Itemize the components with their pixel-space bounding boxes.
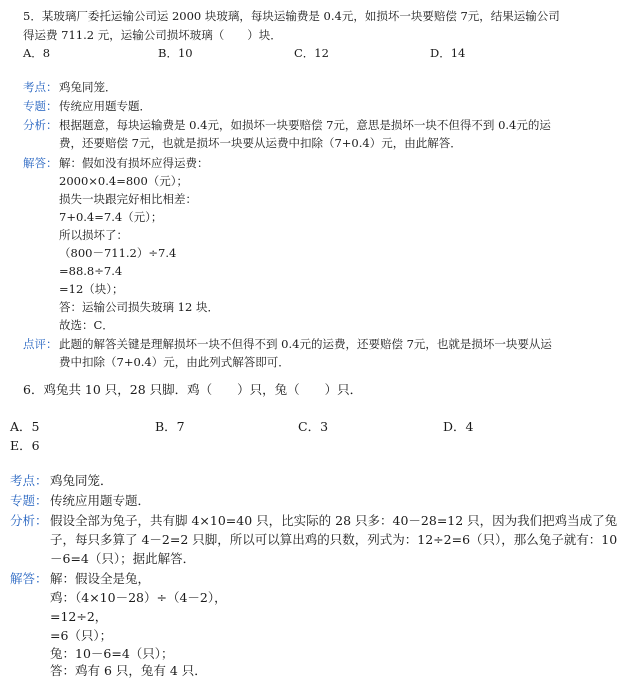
q6-fenxi-label: 分析： [10,513,48,528]
q5-dianping-line-2: 费中扣除（7+0.4）元，由此列式解答即可． [59,355,290,369]
q5-dianping-line-1: 此题的解答关键是理解损坏一块不但得不到 0.4元的运费，还要赔偿 7元，也就是损坏一块要从运 [59,337,552,351]
q5-jieda-line-5: 所以损坏了： [59,228,128,242]
q5-fenxi-line-2: 费，还要赔偿 7元，也就是损坏一块要从运费中扣除（7+0.4）元，由此解答． [59,136,462,150]
q6-fenxi-line-2: 子，每只多算了 4－2=2 只脚，所以可以算出鸡的只数，列式为：12÷2=6（只），那么兔子就有：10 [50,532,618,547]
q6-option-e: E．6 [10,438,40,453]
q6-jieda-line-3: =12÷2， [50,609,108,624]
q6-jieda-line-2: 鸡：（4×10－28）÷（4－2）， [50,590,227,605]
q6-fenxi-line-3: －6=4（只）；据此解答． [50,551,196,566]
q5-jieda-line-9: 答：运输公司损失玻璃 12 块． [59,300,219,314]
q5-stem-line-2: 得运费 711.2 元，运输公司损坏玻璃（ ）块． [23,28,282,42]
q6-jieda-line-5: 兔：10－6=4（只）； [50,646,174,661]
q5-jieda-line-7: =88.8÷7.4 [59,264,123,278]
q5-jieda-line-1: 解：假如没有损坏应得运费： [59,156,209,170]
q6-jieda-line-6: 答：鸡有 6 只，兔有 4 只． [50,663,207,678]
q5-jieda-line-3: 损失一块跟完好相比相差： [59,192,197,206]
q5-zhuanti-text: 传统应用题专题． [59,99,151,113]
q6-jieda-line-1: 解：假设全是兔， [50,571,151,586]
q5-fenxi-label: 分析： [23,118,58,132]
q5-option-b: B．10 [158,46,193,60]
q5-jieda-line-8: =12（块）； [59,282,124,296]
q5-dianping-label: 点评： [23,337,58,351]
q5-kaodian-label: 考点： [23,80,58,94]
q6-jieda-line-4: =6（只）； [50,628,113,643]
q5-jieda-line-2: 2000×0.4=800（元）； [59,174,189,188]
q5-kaodian-text: 鸡兔同笼． [59,80,117,94]
q6-option-d: D．4 [443,419,474,434]
q6-option-b: B．7 [155,419,185,434]
q6-option-c: C．3 [298,419,329,434]
q6-fenxi-line-1: 假设全部为兔子，共有脚 4×10=40 只，比实际的 28 只多：40－28=12 只，因为我们把鸡当成了兔 [50,513,618,528]
q5-jieda-line-6: （800－711.2）÷7.4 [59,246,177,260]
q5-option-a: A．8 [23,46,51,60]
q5-option-d: D．14 [430,46,466,60]
q5-jieda-line-4: 7+0.4=7.4（元）； [59,210,163,224]
q5-jieda-line-10: 故选：C． [59,318,114,332]
q5-fenxi-line-1: 根据题意，每块运输费是 0.4元，如损坏一块要赔偿 7元，意思是损坏一块不但得不到 0.4元的运 [59,118,551,132]
q6-option-a: A．5 [10,419,40,434]
q5-option-c: C．12 [294,46,329,60]
q6-stem: 6．鸡兔共 10 只，28 只脚．鸡（ ）只，兔（ ）只． [23,382,363,397]
q6-zhuanti-label: 专题： [10,493,48,508]
q6-jieda-label: 解答： [10,571,48,586]
q6-kaodian-text: 鸡兔同笼． [50,473,113,488]
q5-jieda-label: 解答： [23,156,58,170]
q6-zhuanti-text: 传统应用题专题． [50,493,151,508]
q6-kaodian-label: 考点： [10,473,48,488]
q5-stem-line-1: 5．某玻璃厂委托运输公司运 2000 块玻璃，每块运输费是 0.4元，如损坏一块要赔偿 7元，结果运输公司 [23,9,560,23]
q5-zhuanti-label: 专题： [23,99,58,113]
